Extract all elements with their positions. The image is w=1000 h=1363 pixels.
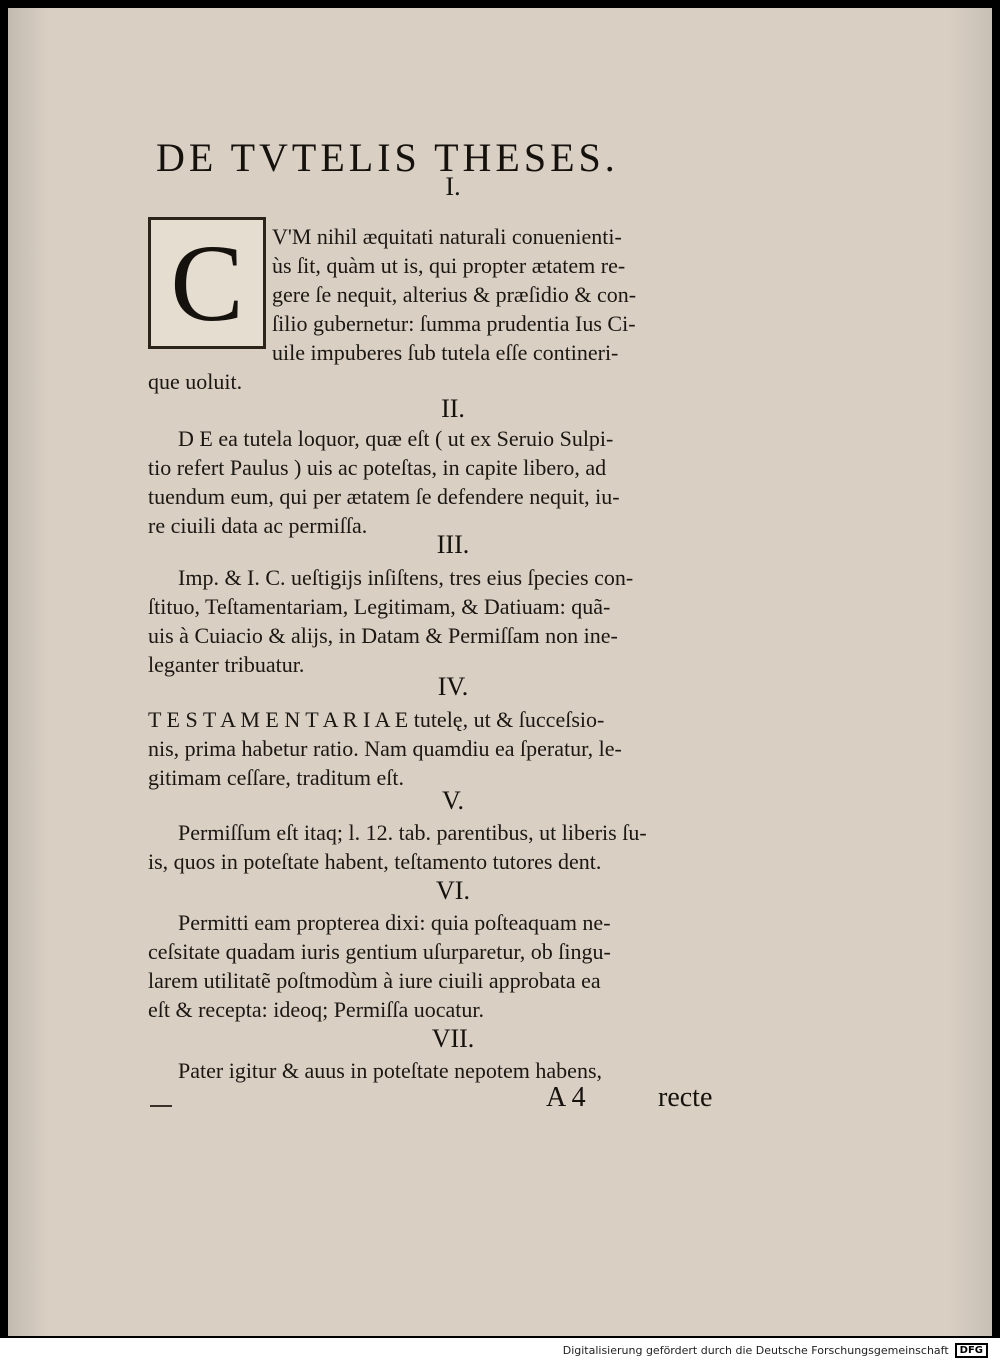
section-text — [178, 563, 788, 592]
section-number: II. — [441, 394, 465, 423]
text-line: leganter tribuatur. — [148, 652, 305, 677]
text-line: uis à Cuiacio & alijs, in Datam & Permiſſam non ine- — [148, 623, 618, 648]
section-text — [148, 705, 758, 792]
dfg-logo: DFG — [955, 1343, 988, 1358]
section-number: III. — [436, 530, 470, 559]
section-number: VI. — [436, 876, 470, 905]
text-line: V'M nihil æquitati naturali conuenienti- — [272, 224, 622, 249]
section-text — [178, 818, 788, 847]
text-line: eſt & recepta: ideoq; Permiſſa uocatur. — [148, 997, 484, 1022]
text-line: Permiſſum eſt itaq; l. 12. tab. parentibus, ut liberis ſu- — [178, 820, 647, 845]
section-text — [178, 1056, 788, 1085]
text-line: uile impuberes ſub tutela eſſe contineri- — [272, 340, 619, 365]
catchword: recte — [658, 1082, 713, 1113]
text-line: is, quos in poteſtate habent, teſtamento tutores dent. — [148, 849, 602, 874]
text-line: Pater igitur & auus in poteſtate nepotem habens, — [178, 1058, 603, 1083]
text-line: gitimam ceſſare, traditum eſt. — [148, 765, 404, 790]
footer-bar — [0, 1338, 1000, 1363]
text-line: nis, prima habetur ratio. Nam quamdiu ea ſperatur, le- — [148, 736, 622, 761]
text-line: ceſsitate quadam iuris gentium uſurparetur, ob ſingu- — [148, 939, 611, 964]
text-line: re ciuili data ac permiſſa. — [148, 513, 368, 538]
text-line: ſtituo, Teſtamentariam, Legitimam, & Datiuam: quã- — [148, 594, 611, 619]
section-text — [178, 908, 788, 937]
section-text — [148, 847, 758, 876]
text-line: que uoluit. — [148, 369, 243, 394]
text-line: T E S T A M E N T A R I A E tutelę, ut & ſucceſsio- — [148, 707, 605, 732]
decorated-initial: C — [148, 217, 266, 349]
text-line: tio refert Paulus ) uis ac poteſtas, in capite libero, ad — [148, 455, 607, 480]
section-text — [148, 592, 758, 679]
signature-mark: A 4 — [546, 1082, 586, 1113]
text-line: D E ea tutela loquor, quæ eſt ( ut ex Seruio Sulpi- — [178, 426, 614, 451]
section-text — [178, 424, 788, 453]
section-text — [148, 453, 758, 540]
page-title: DE TVTELIS THESES. — [156, 135, 619, 180]
section-number: V. — [442, 786, 464, 815]
section-number: I. — [445, 172, 461, 201]
margin-mark — [150, 1105, 172, 1107]
section-number: IV. — [437, 672, 469, 701]
footer-credit: Digitalisierung gefördert durch die Deutsche Forschungsgemeinschaft — [562, 1344, 949, 1357]
text-line: Permitti eam propterea dixi: quia poſteaquam ne- — [178, 910, 611, 935]
text-line: gere ſe nequit, alterius & præſidio & con- — [272, 282, 637, 307]
text-line: ùs ſit, quàm ut is, qui propter ætatem re- — [272, 253, 626, 278]
section-text — [148, 367, 758, 396]
text-line: tuendum eum, qui per ætatem ſe defendere nequit, iu- — [148, 484, 620, 509]
text-line: Imp. & I. C. ueſtigijs inſiſtens, tres eius ſpecies con- — [178, 565, 634, 590]
section-text — [148, 937, 758, 1024]
text-line: larem utilitatẽ poſtmodùm à iure ciuili approbata ea — [148, 968, 601, 993]
section-text — [272, 222, 882, 367]
text-line: ſilio gubernetur: ſumma prudentia Ius Ci- — [272, 311, 636, 336]
section-number: VII. — [431, 1024, 475, 1053]
